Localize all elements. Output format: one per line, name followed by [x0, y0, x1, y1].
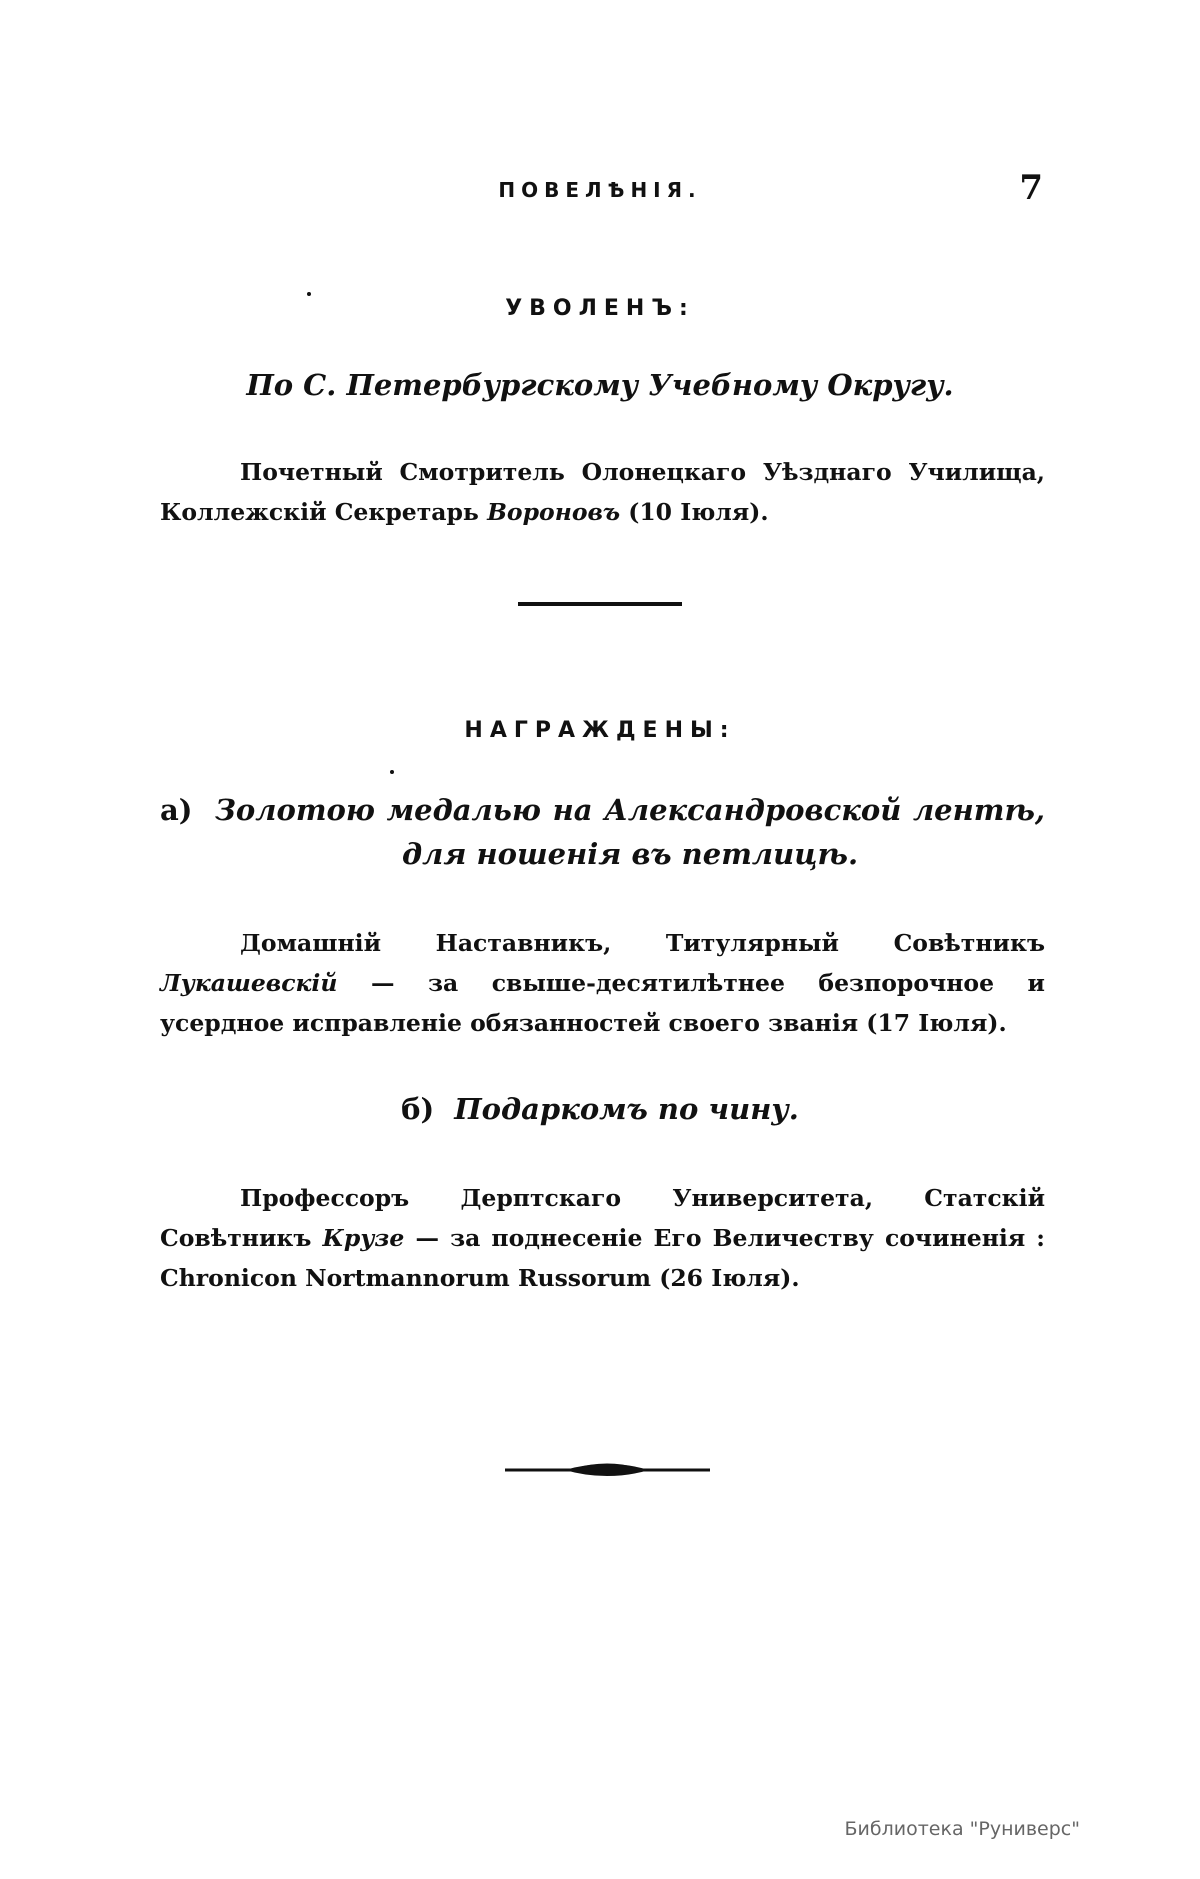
entry-person-name: Лукашевскій: [160, 969, 338, 997]
award-a-entry: [160, 923, 1045, 1043]
dismissed-district-subheading: По С. Петербургскому Учебному Округу.: [246, 368, 954, 402]
award-a-heading: [160, 788, 1045, 876]
awarded-heading: НАГРАЖДЕНЫ:: [464, 718, 736, 743]
running-head: [0, 168, 1200, 216]
award-a-title: Золотою медалью на Александровской лентѣ, для ношенія въ петлицѣ.: [215, 793, 1045, 871]
entry-person-name: Крузе: [322, 1224, 405, 1252]
entry-text: — за свыше-десятилѣтнее безпорочное и усердное исправленіе обязанностей своего званія (17 Іюля).: [160, 969, 1045, 1037]
library-credit: Библиотека "Руниверс": [844, 1818, 1080, 1840]
running-title: ПОВЕЛѢНІЯ.: [498, 178, 702, 202]
award-b-heading: [0, 1092, 1200, 1126]
page-number: 7: [1019, 168, 1043, 208]
entry-person-name: Вороновъ: [487, 498, 621, 526]
section-divider-rule: [518, 602, 682, 606]
award-a-letter: а): [160, 793, 193, 827]
award-b-title: Подаркомъ по чину.: [454, 1092, 799, 1126]
award-b-letter: б): [401, 1092, 435, 1126]
dismissed-heading: УВОЛЕНЪ:: [505, 296, 695, 321]
entry-text: Профессоръ Дерптскаго Университета, Статскій Совѣтникъ: [160, 1184, 1045, 1252]
award-b-entry: [160, 1178, 1045, 1298]
print-speck: [390, 770, 394, 774]
dismissed-entry: [160, 452, 1045, 532]
entry-text: Почетный Смотритель Олонецкаго Уѣзднаго Училища, Коллежскій Секретарь: [160, 458, 1045, 526]
end-ornament-icon: [505, 1462, 710, 1478]
entry-text: (10 Іюля).: [620, 498, 769, 526]
entry-text: — за поднесеніе Его Величеству сочиненія : Chronicon Nortmannorum Russorum (26 Іюля).: [160, 1224, 1045, 1292]
entry-text: Домашній Наставникъ, Титулярный Совѣтникъ: [240, 929, 1045, 957]
